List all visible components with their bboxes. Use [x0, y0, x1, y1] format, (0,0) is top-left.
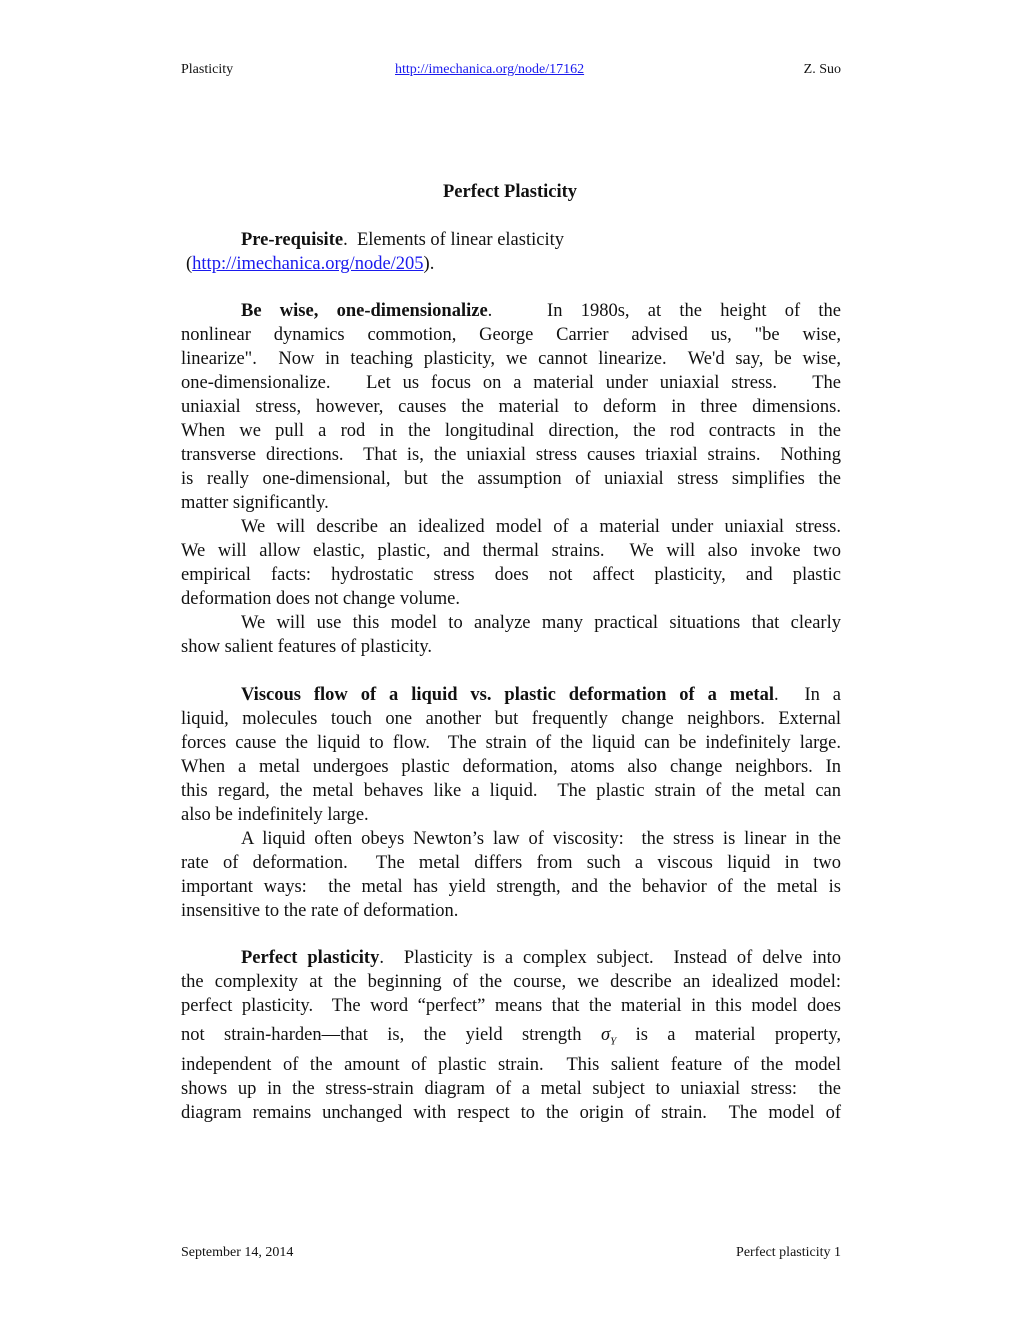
text: linearize". Now in teaching plasticity, we cannot linearize. We'd say, be wise,: [181, 349, 841, 369]
text-line: [181, 970, 841, 994]
text-line: [181, 994, 841, 1018]
text: ).: [423, 254, 435, 274]
prerequisite-link[interactable]: http://imechanica.org/node/205: [192, 254, 424, 274]
header-left: Plasticity: [181, 62, 234, 77]
text-line: [181, 347, 841, 371]
text: matter significantly.: [181, 493, 329, 513]
text-line: [241, 299, 841, 323]
text-line: [181, 803, 841, 827]
text: forces cause the liquid to flow. The strain of the liquid can be indefinitely large.: [181, 733, 841, 753]
text: deformation does not change volume.: [181, 589, 460, 609]
text-line: [181, 419, 841, 443]
footer-page: Perfect plasticity 1: [736, 1245, 841, 1260]
text-line: [181, 755, 841, 779]
text: liquid, molecules touch one another but frequently change neighbors. External: [181, 709, 841, 729]
text: important ways: the metal has yield strength, and the behavior of the metal is: [181, 877, 841, 897]
text-line: [181, 875, 841, 899]
sigma-y-symbol: [600, 1025, 617, 1048]
text: We will allow elastic, plastic, and thermal strains. We will also invoke two: [181, 541, 841, 561]
text-line: [241, 827, 841, 851]
text-line: [241, 946, 841, 970]
text: show salient features of plasticity.: [181, 637, 433, 657]
text: not strain-harden—that is, the yield strength: [181, 1025, 601, 1045]
text-line: [181, 1077, 841, 1101]
text-line: [241, 611, 841, 635]
text: perfect plasticity. The word “perfect” means that the material in this model does: [181, 996, 841, 1016]
text-line: [181, 371, 841, 395]
text: We will use this model to analyze many practical situations that clearly: [241, 613, 841, 633]
section-heading: Be wise, one-dimensionalize: [241, 301, 488, 321]
header-right: Z. Suo: [803, 62, 841, 77]
text-line: [181, 635, 841, 659]
text-line: [186, 252, 846, 276]
section-heading: Pre-requisite: [241, 230, 344, 250]
text: rate of deformation. The metal differs from such a viscous liquid in two: [181, 853, 841, 873]
page-title: Perfect Plasticity: [442, 182, 578, 202]
text-line: [181, 731, 841, 755]
text: transverse directions. That is, the uniaxial stress causes triaxial strains. Nothing: [181, 445, 841, 465]
text: shows up in the stress-strain diagram of a metal subject to uniaxial stress: the: [181, 1079, 841, 1099]
text: . In 1980s, at the height of the: [487, 301, 841, 321]
text-line: [181, 1023, 841, 1047]
text-line: [181, 851, 841, 875]
text-line: [181, 707, 841, 731]
text: (: [186, 254, 193, 274]
text: . In a: [773, 685, 842, 705]
text-line: [241, 515, 841, 539]
sigma: σ: [600, 1025, 611, 1045]
text-line: [181, 539, 841, 563]
section-heading: Viscous flow of a liquid vs. plastic deformation of a metal: [241, 685, 774, 705]
section-heading: Perfect plasticity: [241, 948, 380, 968]
text-line: [181, 395, 841, 419]
text: is really one-dimensional, but the assumption of uniaxial stress simplifies the: [181, 469, 841, 489]
text: nonlinear dynamics commotion, George Carrier advised us, "be wise,: [181, 325, 841, 345]
text-line: [181, 1101, 841, 1125]
text-line: [181, 491, 841, 515]
text: uniaxial stress, however, causes the material to deform in three dimensions.: [181, 397, 841, 417]
text: independent of the amount of plastic strain. This salient feature of the model: [181, 1055, 841, 1075]
text: this regard, the metal behaves like a liquid. The plastic strain of the metal can: [181, 781, 841, 801]
text: empirical facts: hydrostatic stress does not affect plasticity, and plastic: [181, 565, 841, 585]
text-line: [241, 228, 841, 252]
text-line: [241, 683, 841, 707]
footer-date: September 14, 2014: [181, 1245, 294, 1260]
header-link[interactable]: http://imechanica.org/node/17162: [395, 62, 585, 77]
text: also be indefinitely large.: [181, 805, 369, 825]
text-line: [181, 323, 841, 347]
text: When a metal undergoes plastic deformation, atoms also change neighbors. In: [181, 757, 841, 777]
text: We will describe an idealized model of a material under uniaxial stress.: [241, 517, 841, 537]
text-line: [181, 467, 841, 491]
text-line: [181, 563, 841, 587]
text-line: [181, 899, 841, 923]
subscript-y: Y: [610, 1035, 617, 1048]
text: the complexity at the beginning of the course, we describe an idealized model:: [181, 972, 841, 992]
text-line: [181, 779, 841, 803]
text: is a material property,: [616, 1025, 841, 1045]
text-line: [181, 443, 841, 467]
text-line: [181, 587, 841, 611]
text: insensitive to the rate of deformation.: [181, 901, 459, 921]
text: . Plasticity is a complex subject. Instead of delve into: [379, 948, 841, 968]
text: . Elements of linear elasticity: [343, 230, 564, 250]
text-line: [181, 1053, 841, 1077]
text: one-dimensionalize. Let us focus on a material under uniaxial stress. The: [181, 373, 841, 393]
text: diagram remains unchanged with respect to the origin of strain. The model of: [181, 1103, 841, 1123]
text: When we pull a rod in the longitudinal direction, the rod contracts in the: [181, 421, 841, 441]
text: A liquid often obeys Newton’s law of viscosity: the stress is linear in the: [241, 829, 841, 849]
